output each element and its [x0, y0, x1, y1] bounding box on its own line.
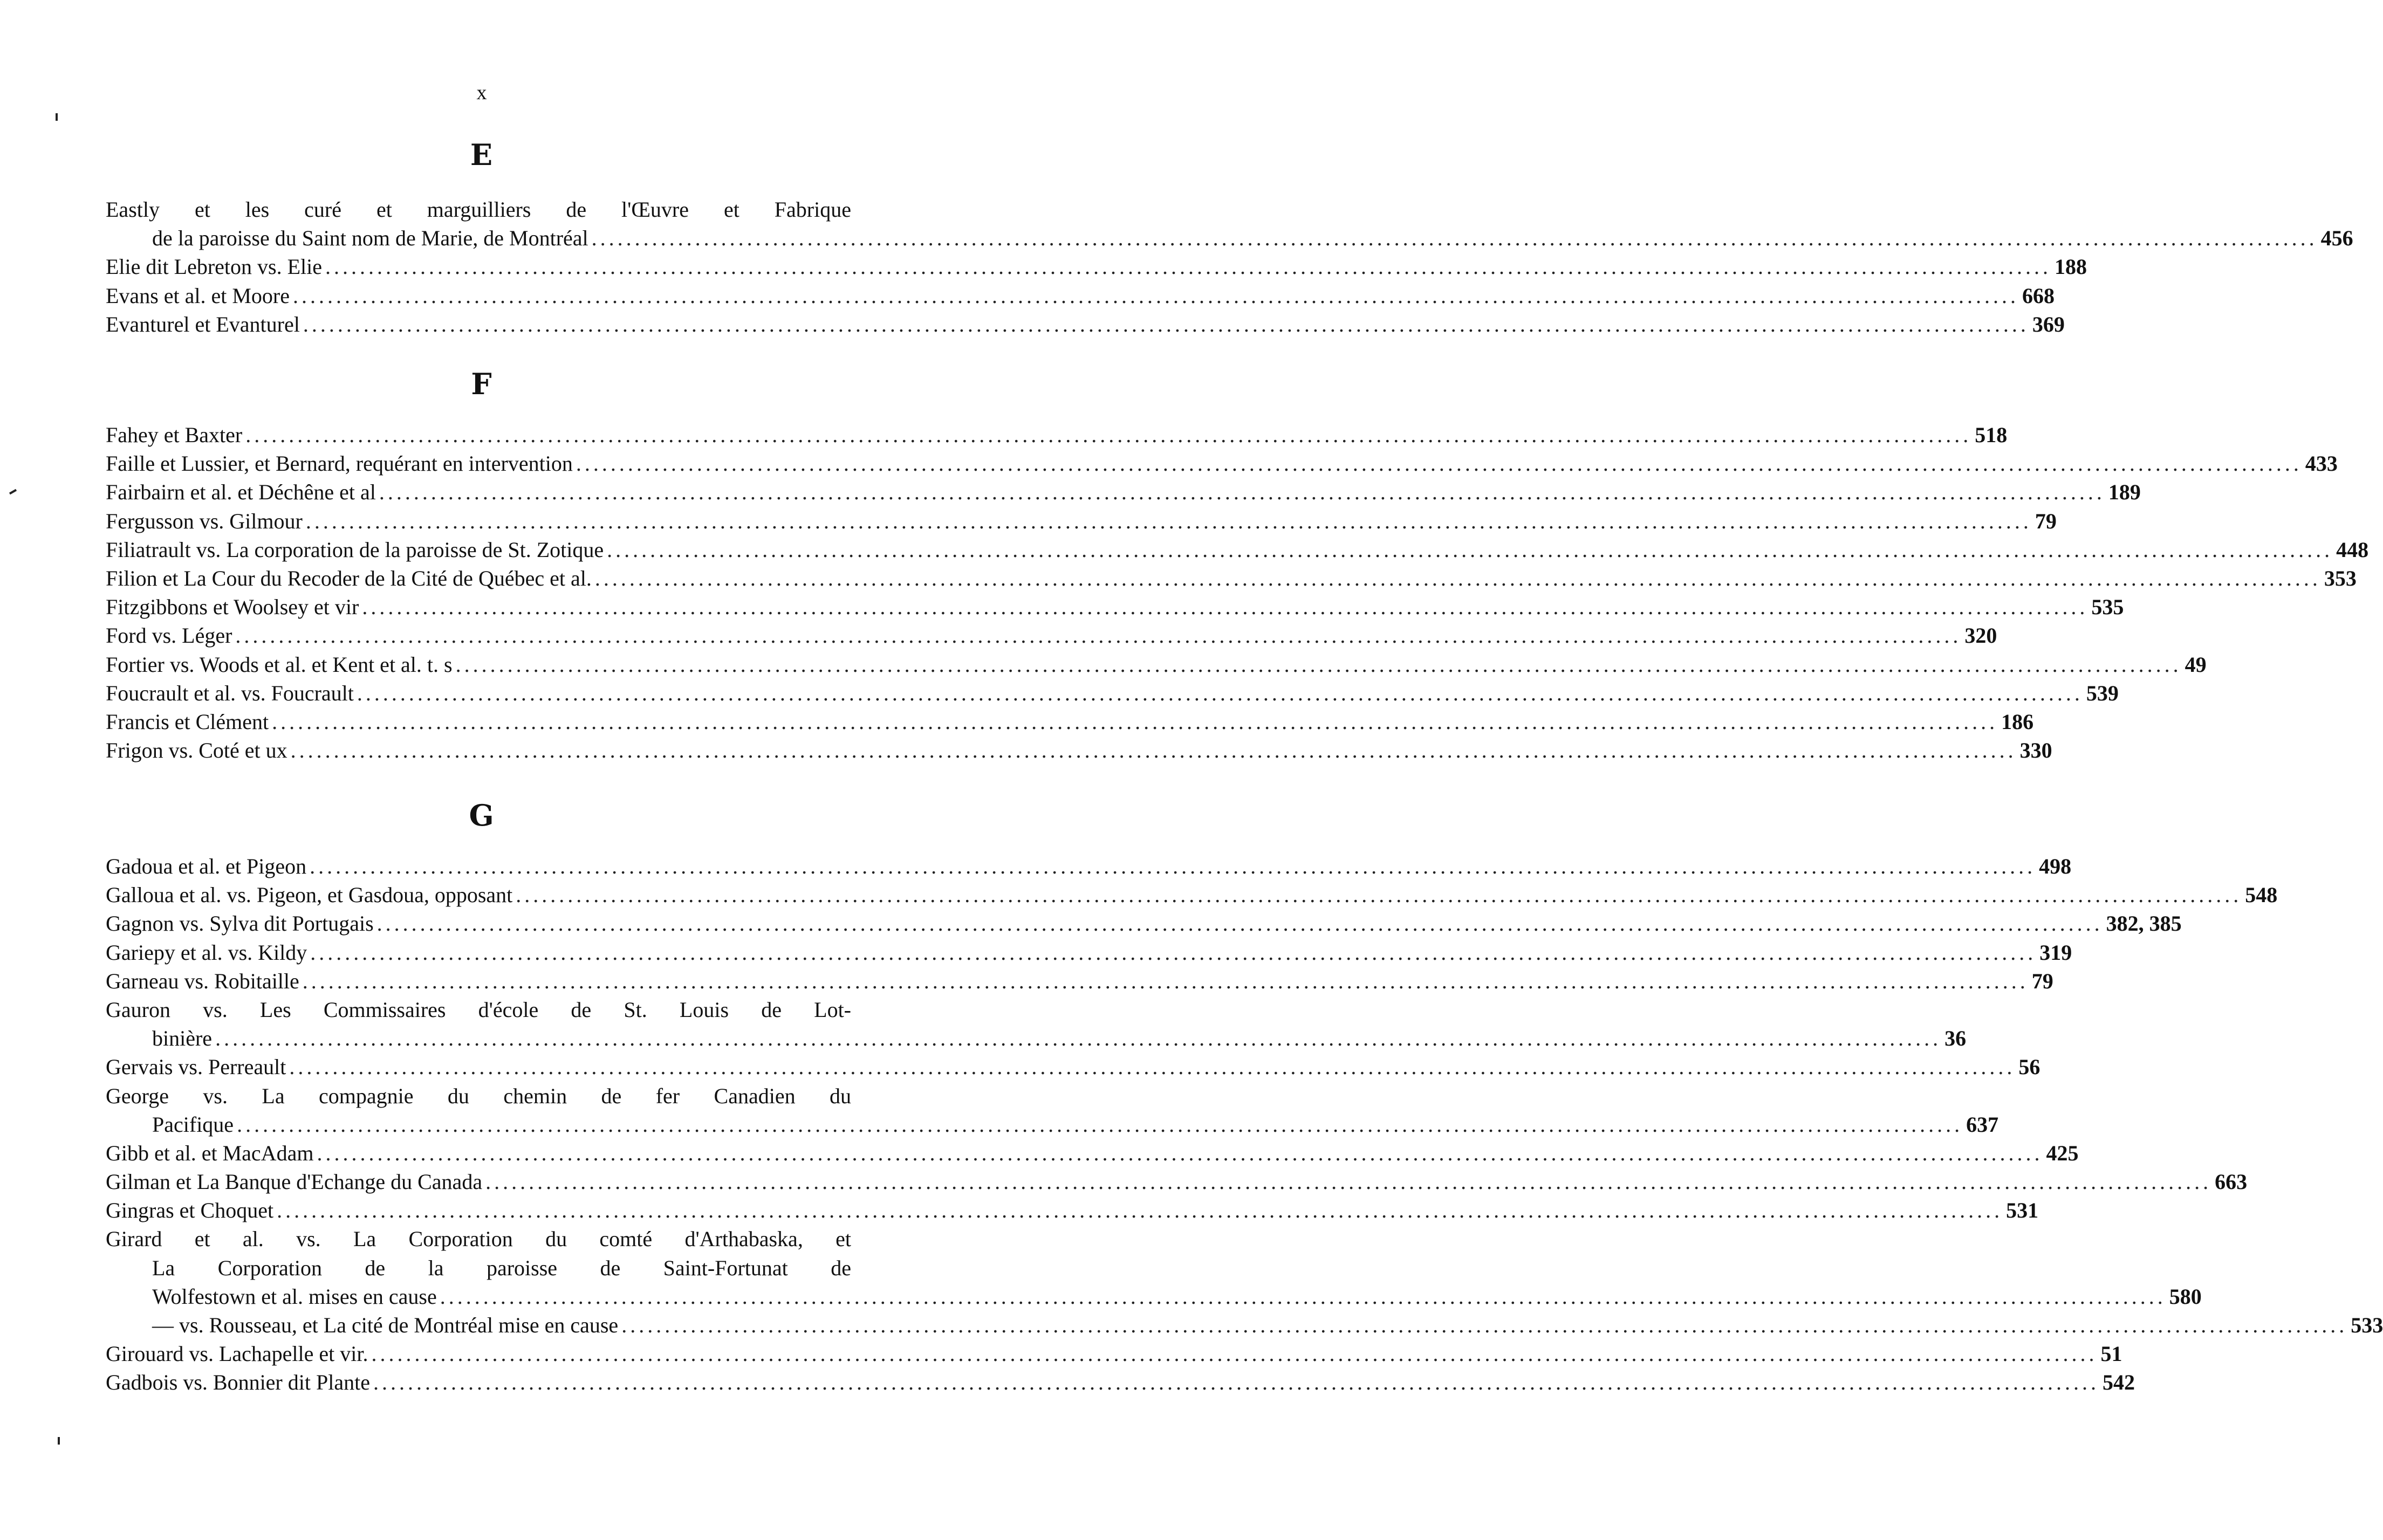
- index-entry: [106, 1311, 2383, 1339]
- index-entry: [106, 1254, 851, 1282]
- index-entry: [106, 852, 2072, 881]
- index-entry: [106, 621, 1997, 650]
- entry-text: Fairbairn et al. et Déchêne et al: [106, 480, 376, 505]
- dot-leader: [293, 281, 2019, 310]
- index-entry: [106, 1024, 1967, 1053]
- entry-text: Filiatrault vs. La corporation de la paroisse de St. Zotique: [106, 537, 604, 562]
- entry-page-number: 456: [2320, 226, 2353, 251]
- section-letter-e: E: [470, 138, 494, 172]
- page-number: x: [476, 81, 488, 104]
- index-entry: [106, 995, 851, 1024]
- entry-page-number: 51: [2100, 1342, 2122, 1366]
- index-entry: [106, 310, 2065, 339]
- dot-leader: [373, 1368, 2099, 1397]
- entry-text: Girouard vs. Lachapelle et vir.: [106, 1342, 368, 1366]
- index-entry: [106, 679, 2119, 707]
- entry-page-number: 319: [2039, 940, 2072, 965]
- entry-text: Fergusson vs. Gilmour: [106, 508, 303, 533]
- index-entry: [106, 1339, 2122, 1368]
- index-entry: [106, 478, 2141, 506]
- entry-page-number: 433: [2305, 451, 2338, 476]
- dot-leader: [516, 881, 2242, 909]
- index-entry: [106, 1053, 2040, 1081]
- entry-page-number: 56: [2018, 1055, 2040, 1080]
- entry-text: Faille et Lussier, et Bernard, requérant en intervention: [106, 451, 573, 476]
- section-g-entries: [106, 852, 2383, 1397]
- entry-text: Gadoua et al. et Pigeon: [106, 854, 307, 878]
- index-entry: [106, 449, 2338, 478]
- entry-page-number: 189: [2108, 480, 2141, 505]
- entry-text: Gariepy et al. vs. Kildy: [106, 940, 307, 965]
- entry-page-number: 539: [2086, 680, 2119, 705]
- entry-text: binière: [152, 1026, 213, 1051]
- entry-text: Gagnon vs. Sylva dit Portugais: [106, 911, 374, 936]
- entry-text: Pacifique: [152, 1112, 234, 1137]
- section-e-entries: [106, 195, 2353, 339]
- index-entry: [106, 881, 2278, 909]
- scan-speck: [58, 1437, 60, 1445]
- dot-leader: [377, 909, 2103, 938]
- dot-leader: [592, 224, 2318, 252]
- entry-page-number: 542: [2102, 1370, 2135, 1395]
- index-entry: [106, 1139, 2079, 1167]
- entry-page-number: 518: [1975, 423, 2008, 447]
- dot-leader: [357, 679, 2083, 707]
- entry-text: Evans et al. et Moore: [106, 283, 290, 308]
- index-entry: [106, 252, 2087, 281]
- entry-page-number: 79: [2035, 508, 2057, 533]
- dot-leader: [371, 1339, 2097, 1368]
- entry-text: Garneau vs. Robitaille: [106, 968, 299, 993]
- index-entry: [106, 1225, 851, 1253]
- entry-text: La Corporation de la paroisse de Saint-Fortunat de: [152, 1255, 851, 1280]
- dot-leader: [310, 852, 2036, 881]
- index-entry: [106, 593, 2124, 621]
- entry-text: George vs. La compagnie du chemin de fer Canadien du: [106, 1083, 851, 1108]
- entry-text: Wolfestown et al. mises en cause: [152, 1284, 437, 1309]
- dot-leader: [595, 564, 2321, 593]
- index-entry: [106, 938, 2072, 967]
- index-entry: [106, 1082, 851, 1110]
- dot-leader: [440, 1282, 2166, 1311]
- entry-text: Gauron vs. Les Commissaires d'école de St. Louis de Lot-: [106, 997, 851, 1022]
- entry-page-number: 425: [2046, 1140, 2079, 1165]
- dot-leader: [317, 1139, 2043, 1167]
- entry-text: Galloua et al. vs. Pigeon, et Gasdoua, opposant: [106, 883, 513, 908]
- entry-text: Girard et al. vs. La Corporation du comté d'Arthabaska, et: [106, 1227, 851, 1252]
- entry-page-number: 448: [2336, 537, 2369, 562]
- index-entry: [106, 564, 2357, 593]
- section-letter-g: G: [469, 798, 495, 833]
- entry-text: Eastly et les curé et marguilliers de l'Œuvre et Fabrique: [106, 197, 851, 222]
- entry-text: Fahey et Baxter: [106, 423, 243, 447]
- entry-text: — vs. Rousseau, et La cité de Montréal mise en cause: [152, 1313, 619, 1337]
- dot-leader: [362, 593, 2088, 621]
- index-entry: [106, 224, 2353, 252]
- index-entry: [106, 195, 851, 224]
- entry-page-number: 498: [2039, 854, 2072, 878]
- entry-text: Gingras et Choquet: [106, 1198, 274, 1223]
- entry-text: Frigon vs. Coté et ux: [106, 738, 287, 763]
- dot-leader: [303, 967, 2029, 995]
- entry-page-number: 330: [2019, 738, 2052, 763]
- index-entry: [106, 1196, 2039, 1225]
- entry-page-number: 548: [2245, 883, 2278, 908]
- index-entry: [106, 1282, 2202, 1311]
- entry-page-number: 353: [2324, 566, 2357, 590]
- index-entry: [106, 281, 2055, 310]
- dot-leader: [277, 1196, 2003, 1225]
- section-letter-f: F: [471, 367, 493, 401]
- section-f-entries: [106, 421, 2369, 765]
- entry-page-number: 637: [1966, 1112, 1999, 1137]
- index-entry: [106, 967, 2053, 995]
- scan-speck: [56, 113, 58, 121]
- dot-leader: [621, 1311, 2347, 1339]
- entry-page-number: 79: [2031, 968, 2053, 993]
- dot-leader: [485, 1167, 2211, 1196]
- entry-page-number: 186: [2001, 709, 2034, 734]
- entry-text: Ford vs. Léger: [106, 623, 232, 648]
- index-entry: [106, 1167, 2248, 1196]
- entry-text: Gervais vs. Perreault: [106, 1055, 286, 1080]
- entry-page-number: 580: [2169, 1284, 2202, 1309]
- index-entry: [106, 707, 2034, 736]
- entry-text: Gilman et La Banque d'Echange du Canada: [106, 1170, 483, 1194]
- index-entry: [106, 507, 2057, 535]
- entry-text: Fortier vs. Woods et al. et Kent et al. t. s: [106, 652, 453, 677]
- dot-leader: [306, 507, 2032, 535]
- entry-text: Elie dit Lebreton vs. Elie: [106, 255, 322, 279]
- dot-leader: [289, 1053, 2015, 1081]
- entry-page-number: 535: [2091, 595, 2124, 620]
- dot-leader: [291, 736, 2017, 765]
- entry-page-number: 382, 385: [2106, 911, 2182, 936]
- dot-leader: [303, 310, 2029, 339]
- entry-page-number: 320: [1964, 623, 1997, 648]
- index-entry: [106, 421, 2008, 449]
- entry-text: Gadbois vs. Bonnier dit Plante: [106, 1370, 370, 1395]
- dot-leader: [325, 252, 2051, 281]
- entry-text: de la paroisse du Saint nom de Marie, de Montréal: [152, 226, 588, 251]
- entry-page-number: 533: [2351, 1313, 2383, 1337]
- entry-text: Evanturel et Evanturel: [106, 312, 300, 336]
- entry-page-number: 188: [2055, 255, 2087, 279]
- dot-leader: [607, 535, 2333, 564]
- dot-leader: [215, 1024, 1941, 1053]
- entry-page-number: 369: [2032, 312, 2065, 336]
- dot-leader: [237, 1110, 1963, 1139]
- index-entry: [106, 1368, 2135, 1397]
- index-entry: [106, 535, 2369, 564]
- entry-text: Foucrault et al. vs. Foucrault: [106, 680, 354, 705]
- dot-leader: [245, 421, 1971, 449]
- dot-leader: [379, 478, 2105, 506]
- dot-leader: [310, 938, 2036, 967]
- dot-leader: [272, 707, 1998, 736]
- dot-leader: [456, 650, 2182, 679]
- entry-text: Gibb et al. et MacAdam: [106, 1140, 314, 1165]
- entry-page-number: 531: [2006, 1198, 2039, 1223]
- index-entry: [106, 909, 2182, 938]
- entry-page-number: 668: [2022, 283, 2055, 308]
- entry-text: Filion et La Cour du Recoder de la Cité de Québec et al.: [106, 566, 592, 590]
- index-entry: [106, 650, 2207, 679]
- scan-speck: [9, 489, 17, 494]
- dot-leader: [235, 621, 1961, 650]
- entry-page-number: 36: [1944, 1026, 1967, 1051]
- dot-leader: [576, 449, 2302, 478]
- entry-text: Francis et Clément: [106, 709, 269, 734]
- entry-page-number: 49: [2185, 652, 2207, 677]
- index-entry: [106, 1110, 1999, 1139]
- entry-page-number: 663: [2215, 1170, 2248, 1194]
- index-entry: [106, 736, 2052, 765]
- entry-text: Fitzgibbons et Woolsey et vir: [106, 595, 359, 620]
